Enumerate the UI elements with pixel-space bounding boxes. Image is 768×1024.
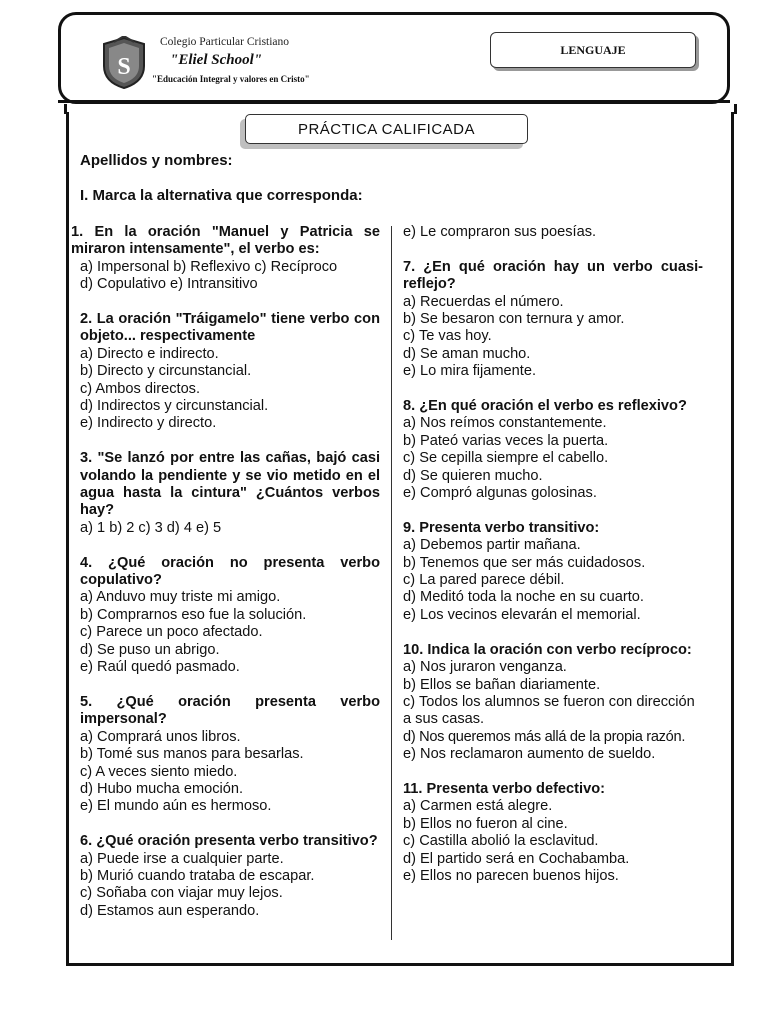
option: e) Compró algunas golosinas. xyxy=(403,485,597,502)
option-line: d) Copulativo e) Intransitivo xyxy=(80,276,258,293)
question-stem: 5. ¿Qué oración presenta verbo impersonal? xyxy=(80,693,380,728)
option: c) Te vas hoy. xyxy=(403,328,492,345)
option: d) Estamos aun esperando. xyxy=(80,902,260,919)
question-stem: 10. Indica la oración con verbo recíproco: xyxy=(403,641,692,658)
option: c) Parece un poco afectado. xyxy=(80,624,263,641)
option: b) Se besaron con ternura y amor. xyxy=(403,311,625,328)
option: d) Nos queremos más allá de la propia razón. xyxy=(403,728,686,745)
option: a) Nos juraron venganza. xyxy=(403,659,567,676)
question-stem: 7. ¿En qué oración hay un verbo cuasi-reflejo? xyxy=(403,258,703,293)
question-stem: 8. ¿En qué oración el verbo es reflexivo? xyxy=(403,398,687,415)
option: b) Murió cuando trataba de escapar. xyxy=(80,867,315,884)
option: e) Nos reclamaron aumento de sueldo. xyxy=(403,746,656,763)
question-10 xyxy=(403,642,703,764)
option: b) Tenemos que ser más cuidadosos. xyxy=(403,554,646,571)
question-stem: 4. ¿Qué oración no presenta verbo copulativo? xyxy=(80,554,380,589)
option: e) Lo mira fijamente. xyxy=(403,363,537,380)
question-stem: 3. "Se lanzó por entre las cañas, bajó casi volando la pendiente y se vio metido en el agua hasta la cintura" ¿Cuántos verbos hay? xyxy=(80,450,380,519)
option-line: a) 1 b) 2 c) 3 d) 4 e) 5 xyxy=(80,519,222,536)
option: a) Debemos partir mañana. xyxy=(403,537,581,554)
option: a) Puede irse a cualquier parte. xyxy=(80,850,284,867)
option: d) Indirectos y circunstancial. xyxy=(80,398,269,415)
question-6 xyxy=(80,833,380,920)
option: a) Nos reímos constantemente. xyxy=(403,415,607,432)
question-stem: 1. En la oración "Manuel y Patricia se miraron intensamente", el verbo es: xyxy=(71,224,380,258)
option: d) Se puso un abrigo. xyxy=(80,641,220,658)
option: e) Raúl quedó pasmado. xyxy=(80,659,240,676)
option: b) Comprarnos eso fue la solución. xyxy=(80,606,307,623)
question-stem: 11. Presenta verbo defectivo: xyxy=(403,780,605,797)
left-column xyxy=(71,224,380,938)
option: e) El mundo aún es hermoso. xyxy=(80,798,272,815)
instructions: I. Marca la alternativa que corresponda: xyxy=(80,187,363,204)
question-6-continued xyxy=(403,224,703,241)
school-brand: "Eliel School" xyxy=(170,52,263,68)
option: e) Ellos no parecen buenos hijos. xyxy=(403,867,619,884)
question-3 xyxy=(80,450,380,537)
question-2 xyxy=(80,311,380,433)
option: b) Tomé sus manos para besarlas. xyxy=(80,746,304,763)
right-column xyxy=(403,224,703,903)
option: c) La pared parece débil. xyxy=(403,572,565,589)
option-line: a) Impersonal b) Reflexivo c) Recíproco xyxy=(80,258,338,275)
school-shield-logo xyxy=(100,36,148,90)
option: c) Castilla abolió la esclavitud. xyxy=(403,833,599,850)
option: b) Ellos no fueron al cine. xyxy=(403,815,568,832)
question-8 xyxy=(403,398,703,502)
option: d) El partido será en Cochabamba. xyxy=(403,850,630,867)
question-7 xyxy=(403,259,703,381)
option: d) Se quieren mucho. xyxy=(403,467,543,484)
question-1 xyxy=(71,224,380,294)
option: a) Recuerdas el número. xyxy=(403,293,564,310)
svg-text:S: S xyxy=(117,54,131,80)
names-field-label: Apellidos y nombres: xyxy=(80,152,233,169)
option: b) Pateó varias veces la puerta. xyxy=(403,432,609,449)
option: e) Los vecinos elevarán el memorial. xyxy=(403,606,641,623)
question-stem: 9. Presenta verbo transitivo: xyxy=(403,519,600,536)
option: a) Comprará unos libros. xyxy=(80,728,241,745)
column-divider xyxy=(391,226,392,940)
option: e) Indirecto y directo. xyxy=(80,415,217,432)
question-11 xyxy=(403,781,703,885)
option: b) Ellos se bañan diariamente. xyxy=(403,676,601,693)
question-5 xyxy=(80,694,380,816)
question-stem: 2. La oración "Tráigamelo" tiene verbo con objeto... respectivamente xyxy=(80,311,380,345)
option: e) Le compraron sus poesías. xyxy=(403,224,597,240)
option: c) A veces siento miedo. xyxy=(80,763,238,780)
page-title: PRÁCTICA CALIFICADA xyxy=(245,114,528,144)
question-4 xyxy=(80,555,380,677)
option: b) Directo y circunstancial. xyxy=(80,363,252,380)
option: d) Meditó toda la noche en su cuarto. xyxy=(403,589,644,606)
school-motto: "Educación Integral y valores en Cristo" xyxy=(152,74,310,84)
option: d) Se aman mucho. xyxy=(403,345,531,362)
question-9 xyxy=(403,520,703,624)
subject-label: LENGUAJE xyxy=(490,32,696,68)
header-divider xyxy=(58,100,730,110)
option: d) Hubo mucha emoción. xyxy=(80,780,244,797)
option: a) Anduvo muy triste mi amigo. xyxy=(80,589,281,606)
option: c) Todos los alumnos se fueron con dirección a sus casas. xyxy=(403,693,695,728)
school-name: Colegio Particular Cristiano xyxy=(160,36,290,48)
option: a) Directo e indirecto. xyxy=(80,345,219,362)
option: c) Ambos directos. xyxy=(80,380,201,397)
option: c) Se cepilla siempre el cabello. xyxy=(403,450,609,467)
option: a) Carmen está alegre. xyxy=(403,798,553,815)
question-stem: 6. ¿Qué oración presenta verbo transitivo? xyxy=(80,833,378,850)
option: c) Soñaba con viajar muy lejos. xyxy=(80,885,283,902)
